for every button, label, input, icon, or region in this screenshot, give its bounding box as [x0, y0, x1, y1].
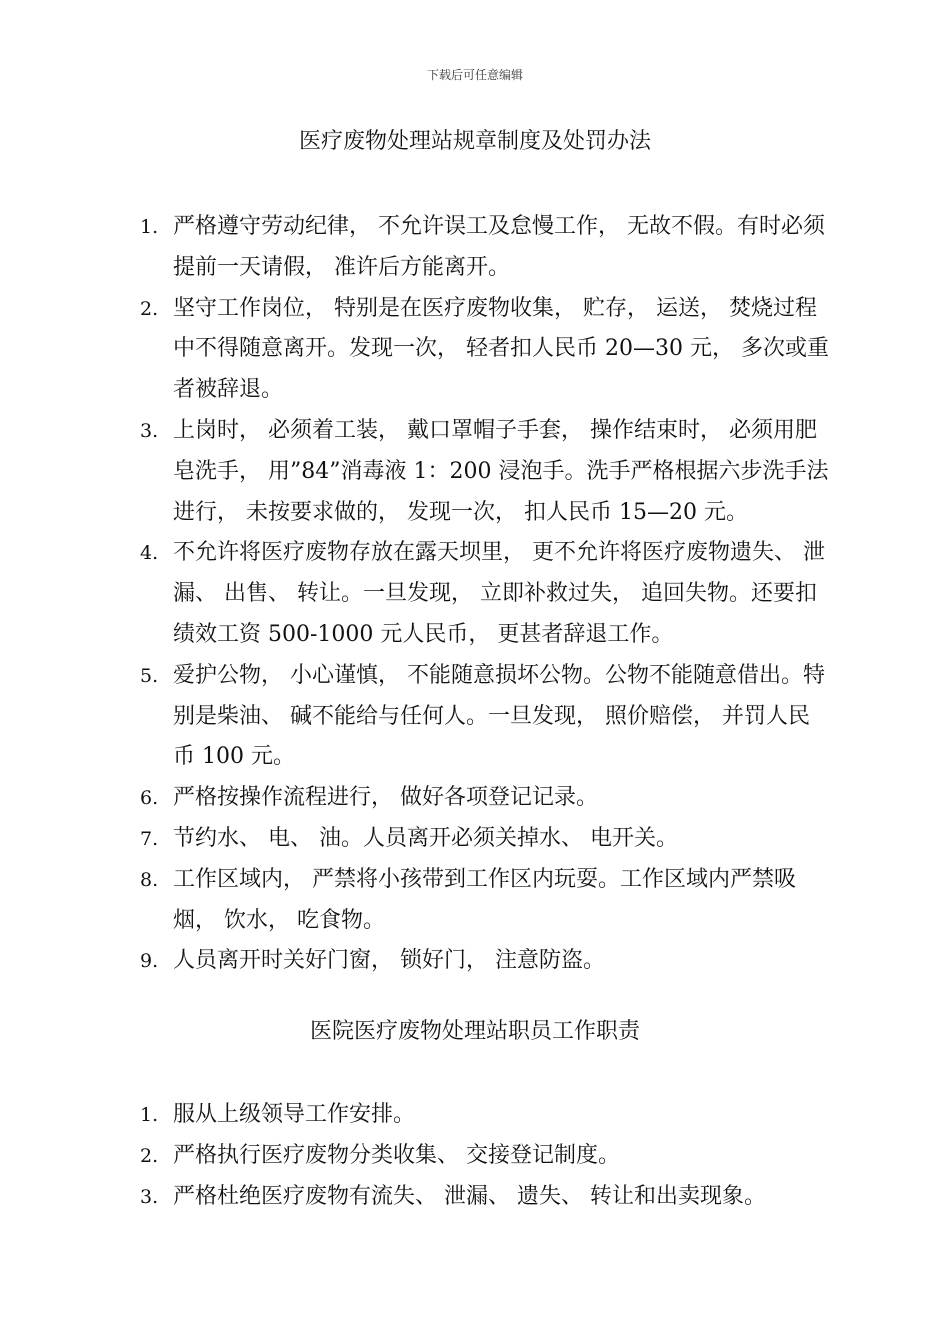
item-text: 工作区域内， 严禁将小孩带到工作区内玩耍。工作区域内严禁吸烟， 饮水， 吃食物。: [173, 866, 796, 933]
list-item: [140, 941, 830, 982]
item-text: 爱护公物， 小心谨慎， 不能随意损坏公物。公物不能随意借出。特别是柴油、 碱不能给与任何人。一旦发现， 照价赔偿， 并罚人民币 100 元。: [173, 662, 825, 770]
list-item: [140, 860, 830, 942]
item-number: 8.: [140, 868, 159, 891]
item-number: 5.: [140, 664, 159, 687]
item-text: 不允许将医疗废物存放在露天坝里， 更不允许将医疗废物遗失、 泄漏、 出售、 转让。一旦发现， 立即补救过失， 追回失物。还要扣绩效工资 500-1000 元人民币， 更甚者辞退工作。: [173, 540, 825, 647]
item-text: 严格按操作流程进行， 做好各项登记记录。: [173, 785, 598, 811]
list-item: [140, 533, 830, 655]
list-item: [140, 1136, 830, 1177]
list-item: [140, 1095, 830, 1136]
section-title-duties: 医院医疗废物处理站职员工作职责: [309, 1019, 640, 1044]
item-text: 严格执行医疗废物分类收集、 交接登记制度。: [173, 1142, 620, 1168]
list-item: [140, 656, 830, 778]
item-number: 1.: [140, 1104, 159, 1126]
item-text: 服从上级领导工作安排。: [173, 1102, 416, 1127]
item-text: 严格遵守劳动纪律， 不允许误工及怠慢工作， 无故不假。有时必须提前一天请假， 准许后方能离开。: [173, 214, 825, 280]
item-number: 9.: [140, 950, 159, 973]
list-item: [140, 207, 830, 289]
item-text: 节约水、 电、 油。人员离开必须关掉水、 电开关。: [173, 825, 678, 851]
list-item: [140, 289, 830, 411]
item-number: 2.: [140, 297, 159, 320]
header-note: 下载后可任意编辑: [426, 68, 523, 82]
item-text: 上岗时， 必须着工装， 戴口罩帽子手套， 操作结束时， 必须用肥皂洗手， 用”84”消毒液 1：200 浸泡手。洗手严格根据六步洗手法进行， 未按要求做的， 发现一次， 扣人民币 15—20 元。: [173, 417, 829, 525]
item-text: 坚守工作岗位， 特别是在医疗废物收集， 贮存， 运送， 焚烧过程中不得随意离开。发现一次， 轻者扣人民币 20—30 元， 多次或重者被辞退。: [173, 295, 829, 403]
item-text: 人员离开时关好门窗， 锁好门， 注意防盗。: [173, 948, 605, 974]
rules-list: [140, 207, 830, 982]
item-number: 7.: [140, 827, 159, 850]
duties-list: [140, 1095, 830, 1217]
item-number: 1.: [140, 216, 159, 238]
item-number: 3.: [140, 419, 159, 442]
list-item: [140, 778, 830, 819]
list-item: [140, 1177, 830, 1218]
item-number: 3.: [140, 1185, 159, 1208]
item-number: 2.: [140, 1144, 159, 1167]
section-title-rules: 医疗废物处理站规章制度及处罚办法: [298, 129, 651, 154]
item-number: 4.: [140, 542, 159, 565]
list-item: [140, 819, 830, 860]
item-text: 严格杜绝医疗废物有流失、 泄漏、 遗失、 转让和出卖现象。: [173, 1183, 766, 1209]
list-item: [140, 411, 830, 533]
item-number: 6.: [140, 787, 159, 810]
